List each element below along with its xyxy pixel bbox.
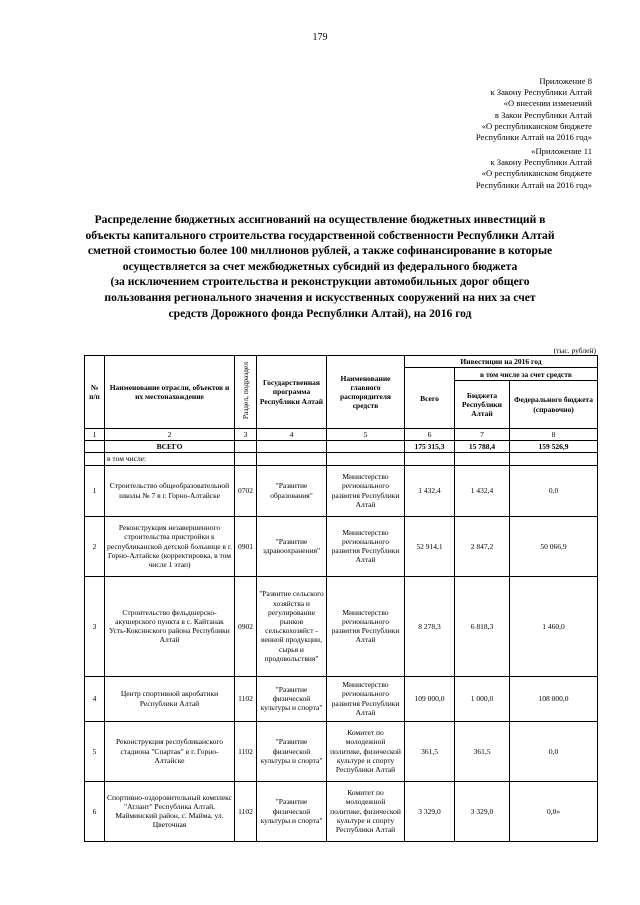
column-number: 8: [510, 429, 598, 441]
title-line: осуществляется за счет межбюджетных субсидий из федерального бюджета: [122, 259, 518, 273]
total-row: [85, 441, 598, 453]
table-row: [85, 465, 598, 516]
appendix-11-header: [476, 146, 592, 191]
appendix-line: Республики Алтай на 2016 год»: [475, 179, 592, 190]
row-federal: 50 066,9: [510, 516, 598, 576]
row-section: 0901: [235, 516, 257, 576]
total-label: ВСЕГО: [105, 441, 235, 453]
row-manager: Министерство регионального развития Республики Алтай: [327, 576, 405, 676]
row-section: 0902: [235, 576, 257, 676]
row-program: "Развитие физической культуры и спорта": [257, 781, 327, 841]
header-section: [235, 356, 257, 429]
row-program: "Развитие здравоохранения": [257, 516, 327, 576]
row-section: 1102: [235, 721, 257, 781]
header-investments: Инвестиции на 2016 год: [405, 356, 598, 368]
row-num: 1: [85, 465, 105, 516]
header-republic: Бюджета Республики Алтай: [455, 381, 510, 429]
title-line: средств Дорожного фонда Республики Алтай), на 2016 год: [168, 306, 472, 320]
appendix-line: в Закон Республики Алтай: [494, 109, 592, 120]
header-including: в том числе за счет средств: [455, 368, 598, 381]
row-name: Строительство общеобразовательной школы № 7 в г. Горно-Алтайске: [105, 465, 235, 516]
row-num: 4: [85, 676, 105, 721]
row-total: 52 914,1: [405, 516, 455, 576]
column-number: 2: [105, 429, 235, 441]
header-num: № п/п: [85, 356, 105, 429]
column-number: 4: [257, 429, 327, 441]
header-manager: Наименование главного распорядителя средств: [327, 356, 405, 429]
column-number: 6: [405, 429, 455, 441]
header-total: Всего: [405, 368, 455, 429]
row-republic: 2 847,2: [455, 516, 510, 576]
appendix-line: к Закону Республики Алтай: [490, 157, 592, 168]
title-line: сметной стоимостью более 100 миллионов рублей, а также софинансирование в которые: [87, 244, 553, 258]
header-name: Наименование отрасли, объектов и их местонахождение: [105, 356, 235, 429]
header-federal: Федерального бюджета (справочно): [510, 381, 598, 429]
total-republic: 15 788,4: [455, 441, 510, 453]
document-title: [60, 212, 580, 321]
row-manager: Министерство регионального развития Республики Алтай: [327, 676, 405, 721]
appendix-line: «О внесении изменений: [503, 98, 592, 109]
row-name: Центр спортивной акробатики Республики Алтай: [105, 676, 235, 721]
row-name: Строительство фельдшерско-акушерского пункта в с. Кайтанак Усть-Коксинского района Республики Алтай: [105, 576, 235, 676]
row-manager: Комитет по молодежной политике, физической культуре и спорту Республики Алтай: [327, 781, 405, 841]
row-federal: 1 460,0: [510, 576, 598, 676]
row-name: Реконструкция незавершенного строительства пристройки к республиканской детской больнице в г. Горно-Алтайске (корректировка, в том числе 1 этап): [105, 516, 235, 576]
appendix-line: «О республиканском бюджете: [481, 168, 592, 179]
title-line: объекты капитального строительства государственной собственности Республики Алтай: [85, 228, 555, 242]
table-row: [85, 676, 598, 721]
row-program: "Развитие сельского хозяйства и регулирование рынков сельскохозяйст - венной продукции, сырья и продовольствия": [257, 576, 327, 676]
including-row: [85, 453, 598, 465]
row-federal: 0,0: [510, 721, 598, 781]
header-program: Государственная программа Республики Алтай: [257, 356, 327, 429]
column-number: 3: [235, 429, 257, 441]
row-program: "Развитие образования": [257, 465, 327, 516]
row-total: 109 000,0: [405, 676, 455, 721]
row-program: "Развитие физической культуры и спорта": [257, 676, 327, 721]
appendix-line: Приложение 8: [539, 76, 592, 86]
row-manager: Министерство регионального развития Республики Алтай: [327, 465, 405, 516]
row-total: 1 432,4: [405, 465, 455, 516]
title-line: (за исключением строительства и реконструкции автомобильных дорог общего: [110, 275, 530, 289]
appendix-line: к Закону Республики Алтай: [490, 87, 592, 98]
column-number: 5: [327, 429, 405, 441]
appendix-line: «О республиканском бюджете: [481, 120, 592, 131]
table-row: [85, 516, 598, 576]
row-federal: 0,0: [510, 465, 598, 516]
row-section: 1102: [235, 676, 257, 721]
appendix-8-header: [476, 76, 592, 143]
title-line: Распределение бюджетных ассигнований на осуществление бюджетных инвестиций в: [94, 213, 546, 226]
row-republic: 6 818,3: [455, 576, 510, 676]
row-total: 361,5: [405, 721, 455, 781]
row-republic: 3 329,0: [455, 781, 510, 841]
row-num: 2: [85, 516, 105, 576]
row-section: 1102: [235, 781, 257, 841]
row-total: 3 329,0: [405, 781, 455, 841]
row-republic: 1 432,4: [455, 465, 510, 516]
appendix-line: Республики Алтай на 2016 год»: [475, 132, 592, 143]
column-number: 7: [455, 429, 510, 441]
title-line: пользования регионального значения и искусственных сооружений на них за счет: [104, 290, 536, 304]
total-sum: 175 315,3: [405, 441, 455, 453]
row-section: 0702: [235, 465, 257, 516]
row-num: 5: [85, 721, 105, 781]
table-row: [85, 721, 598, 781]
table-row: [85, 781, 598, 841]
including-label: в том числе:: [105, 453, 235, 465]
row-federal: 108 000,0: [510, 676, 598, 721]
row-federal: 0,0»: [510, 781, 598, 841]
row-program: "Развитие физической культуры и спорта": [257, 721, 327, 781]
row-name: Реконструкция республиканского стадиона "Спартак" в г. Горно-Алтайске: [105, 721, 235, 781]
total-federal: 159 526,9: [510, 441, 598, 453]
row-num: 6: [85, 781, 105, 841]
column-number: 1: [85, 429, 105, 441]
row-name: Спортивно-оздоровительный комплекс "Атлант" Республика Алтай, Майминский район, с. Майма, ул. Цветочная: [105, 781, 235, 841]
appendix-line: «Приложение 11: [531, 146, 592, 156]
table-row: [85, 576, 598, 676]
unit-note: (тыс. рублей): [553, 346, 596, 355]
page-number: 179: [312, 32, 328, 43]
row-num: 3: [85, 576, 105, 676]
investment-table: [84, 355, 598, 842]
header-section-text: Раздел, подраздел: [240, 362, 250, 420]
row-total: 8 278,3: [405, 576, 455, 676]
row-republic: 1 000,0: [455, 676, 510, 721]
row-republic: 361,5: [455, 721, 510, 781]
row-manager: Министерство регионального развития Республики Алтай: [327, 516, 405, 576]
row-manager: Комитет по молодежной политике, физической культуре и спорту Республики Алтай: [327, 721, 405, 781]
